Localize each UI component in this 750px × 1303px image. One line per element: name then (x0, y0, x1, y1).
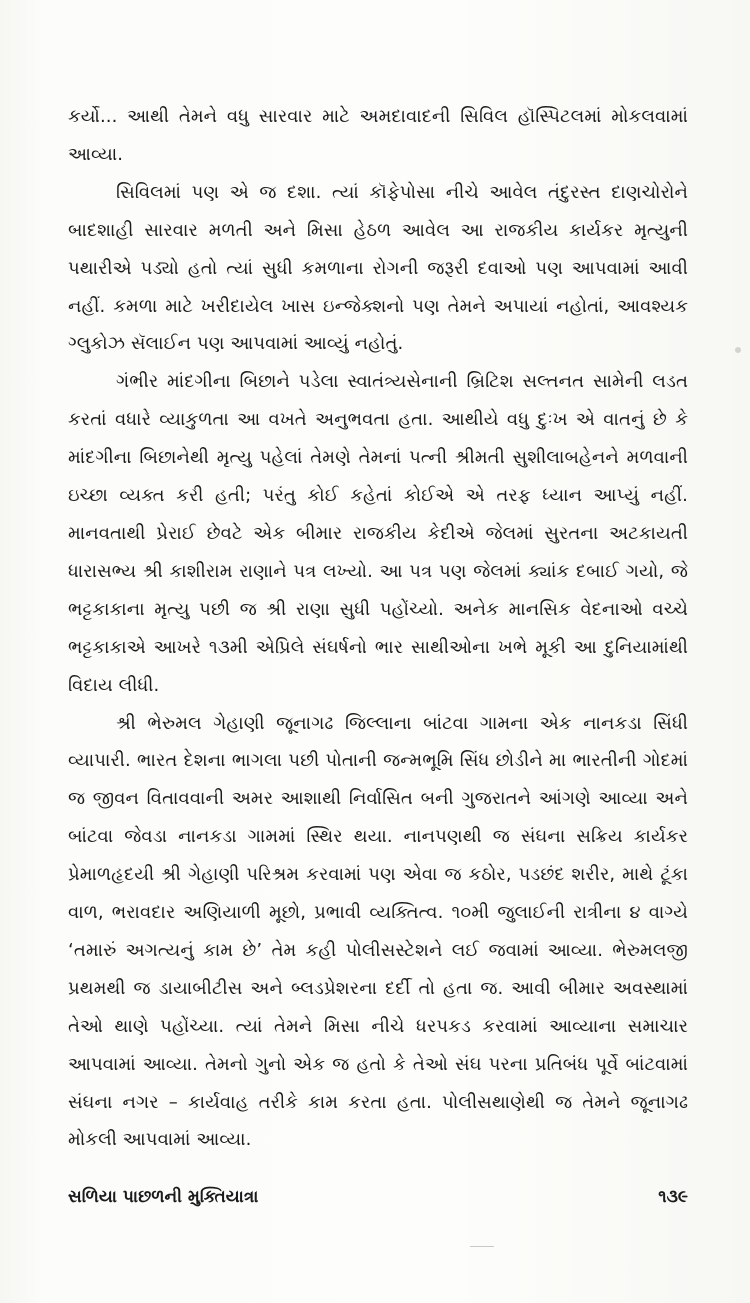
page-number: ૧૩૯ (658, 1187, 688, 1207)
paragraph-4: શ્રી ભેરુમલ ગેહાણી જૂનાગઢ જિલ્લાના બાંટવા ગામના એક નાનકડા સિંધી વ્યાપારી. ભારત દેશના ભાગલા પછી પોતાની જન્મભૂમિ સિંધ છોડીને મા ભારતીની ગોદમાં જ જીવન વિતાવવાની અમર આશાથી નિર્વાસિત બની ગુજરાતને આંગણે આવ્યા અને બાંટવા જેવડા નાનકડા ગામમાં સ્થિર થયા. નાનપણથી જ સંઘના સક્રિય કાર્યકર પ્રેમાળહૃદયી શ્રી ગેહાણી પરિશ્રમ કરવામાં પણ એવા જ કઠોર, પડછંદ શરીર, માથે ટૂંકા વાળ, ભરાવદાર અણિયાળી મૂછો, પ્રભાવી વ્યક્તિત્વ. ૧૦મી જુલાઈની રાત્રીના ૪ વાગ્યે ‘તમારું અગત્યનું કામ છે’ તેમ કહી પોલીસસ્ટેશને લઈ જવામાં આવ્યા. ભેરુમલજી પ્રથમથી જ ડાયાબીટીસ અને બ્લડપ્રેશરના દર્દી તો હતા જ. આવી બીમાર અવસ્થામાં તેઓ થાણે પહોંચ્યા. ત્યાં તેમને મિસા નીચે ધરપકડ કરવામાં આવ્યાના સમાચાર આપવામાં આવ્યા. તેમનો ગુનો એક જ હતો કે તેઓ સંઘ પરના પ્રતિબંધ પૂર્વે બાંટવામાં સંઘના નગર – કાર્યવાહ તરીકે કામ કરતા હતા. પોલીસથાણેથી જ તેમને જૂનાગઢ મોકલી આપવામાં આવ્યા. (68, 712, 688, 1151)
paragraph-3: ગંભીર માંદગીના બિછાને પડેલા સ્વાતંત્ર્યસેનાની બ્રિટિશ સલ્તનત સામેની લડત કરતાં વધારે વ્યાકુળતા આ વખતે અનુભવતા હતા. આથીયે વધુ દુઃખ એ વાતનું છે કે માંદગીના બિછાનેથી મૃત્યુ પહેલાં તેમણે તેમનાં પત્ની શ્રીમતી સુશીલાબહેનને મળવાની ઇચ્છા વ્યક્ત કરી હતી; પરંતુ કોઈ કહેતાં કોઈએ એ તરફ ધ્યાન આપ્યું નહીં. માનવતાથી પ્રેરાઈ છેવટે એક બીમાર રાજકીય કેદીએ જેલમાં સુરતના અટકાયતી ધારાસભ્ય શ્રી કાશીરામ રાણાને પત્ર લખ્યો. આ પત્ર પણ જેલમાં ક્યાંક દબાઈ ગયો, જે ભટ્ટકાકાના મૃત્યુ પછી જ શ્રી રાણા સુધી પહોંચ્યો. અનેક માનસિક વેદનાઓ વચ્ચે ભટ્ટકાકાએ આખરે ૧૩મી એપ્રિલે સંઘર્ષનો ભાર સાથીઓના ખભે મૂકી આ દુનિયામાંથી વિદાય લીધી. (68, 371, 688, 696)
body-text (68, 98, 688, 1159)
running-title: સળિયા પાછળની મુક્તિયાત્રા (68, 1187, 259, 1207)
paragraph-1: કર્યો... આથી તેમને વધુ સારવાર માટે અમદાવાદની સિવિલ હૉસ્પિટલમાં મોકલવામાં આવ્યા. (68, 106, 688, 165)
paragraph-2: સિવિલમાં પણ એ જ દશા. ત્યાં કૉફેપોસા નીચે આવેલ તંદુરસ્ત દાણચોરોને બાદશાહી સારવાર મળતી અને મિસા હેઠળ આવેલ આ રાજકીય કાર્યકર મૃત્યુની પથારીએ પડ્યો હતો ત્યાં સુધી કમળાના રોગની જરૂરી દવાઓ પણ આપવામાં આવી નહીં. કમળા માટે ખરીદાયેલ ખાસ ઇન્જેક્શનો પણ તેમને અપાયાં નહોતાં, આવશ્યક ગ્લુકોઝ સૅલાઈન પણ આપવામાં આવ્યું નહોતું. (68, 181, 688, 355)
paper-speck (735, 347, 741, 353)
page-footer (68, 1187, 688, 1217)
scan-mark (470, 1246, 494, 1247)
